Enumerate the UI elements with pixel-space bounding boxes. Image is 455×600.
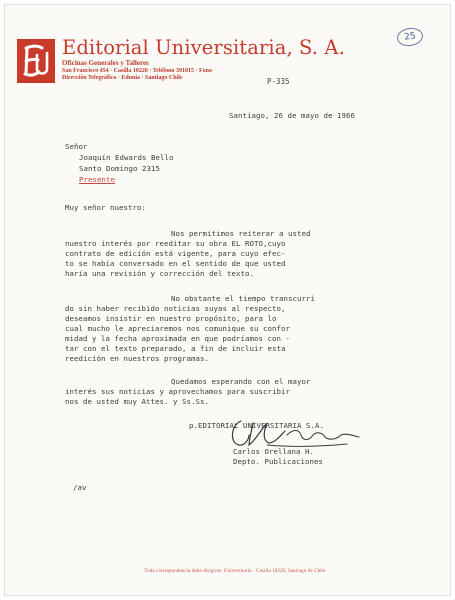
signer-department: Depto. Publicaciones (233, 457, 323, 466)
reference-number: P-335 (267, 77, 290, 86)
footer-note: Toda correspondencia debe dirigirse: Universitaria · Casilla 10220, Santiago de Chile (144, 569, 326, 574)
paragraph-line: nos de usted muy Attes. y Ss.Ss. (65, 397, 209, 406)
paragraph-line: contrato de edición está vigente, para cuyo efec- (65, 249, 286, 258)
paragraph-line: interés sus noticias y aprovechamos para suscribir (65, 387, 290, 396)
recipient-address: Santo Domingo 2315 (79, 164, 160, 173)
letterhead-line-3: Dirección Telegráfica · Edunia · Santiago Chile (62, 75, 183, 81)
recipient-title: Señor (65, 142, 88, 151)
company-name: Editorial Universitaria, S. A. (62, 36, 345, 59)
paragraph-line: do sin haber recibido noticias suyas al respecto, (65, 304, 286, 313)
letterhead-line-2: San Francisco 454 · Casilla 10220 · Teléfono 391015 · Fono (62, 67, 213, 74)
greeting: Muy señor nuestro: (65, 203, 146, 212)
letterhead-line-1: Oficinas Generales y Talleres (62, 59, 149, 67)
closing-line: p.EDITORIAL UNIVERSITARIA S.A. (189, 421, 324, 430)
recipient-presente: Presente (79, 175, 115, 184)
paragraph-line: nuestro interés por reeditar su obra EL ROTO,cuyo (65, 239, 286, 248)
letterhead-details (62, 60, 212, 83)
paragraph-line: Nos permitimos reiterar a usted (171, 229, 311, 238)
paragraph-line: deseamos insistir en nuestro propósito, para lo (65, 314, 277, 323)
paragraph-line: cual mucho le apreciaremos nos comunique su confor (65, 324, 290, 333)
paragraph-line: to se había conversado en el sentido de que usted (65, 259, 286, 268)
paragraph-line: Quedamos esperando con el mayor (171, 377, 311, 386)
paragraph-line: reedición en nuestros programas. (65, 354, 209, 363)
paragraph-line: tar con el texto preparado, a fin de incluir esta (65, 344, 286, 353)
typist-initials: /av (73, 483, 87, 492)
signer-name: Carlos Orellana H. (233, 447, 314, 456)
paragraph-line: haría una revisión y corrección del texto. (65, 269, 254, 278)
paragraph-line: No obstante el tiempo transcurri (171, 294, 315, 303)
page-number-annotation: 25 (396, 26, 424, 47)
letter-page (4, 4, 451, 596)
recipient-name: Joaquín Edwards Bello (79, 153, 174, 162)
paragraph-line: midad y la fecha aproximada en que podríamos con - (65, 334, 290, 343)
date-line: Santiago, 26 de mayo de 1966 (229, 111, 355, 120)
eu-monogram-logo (17, 39, 55, 83)
